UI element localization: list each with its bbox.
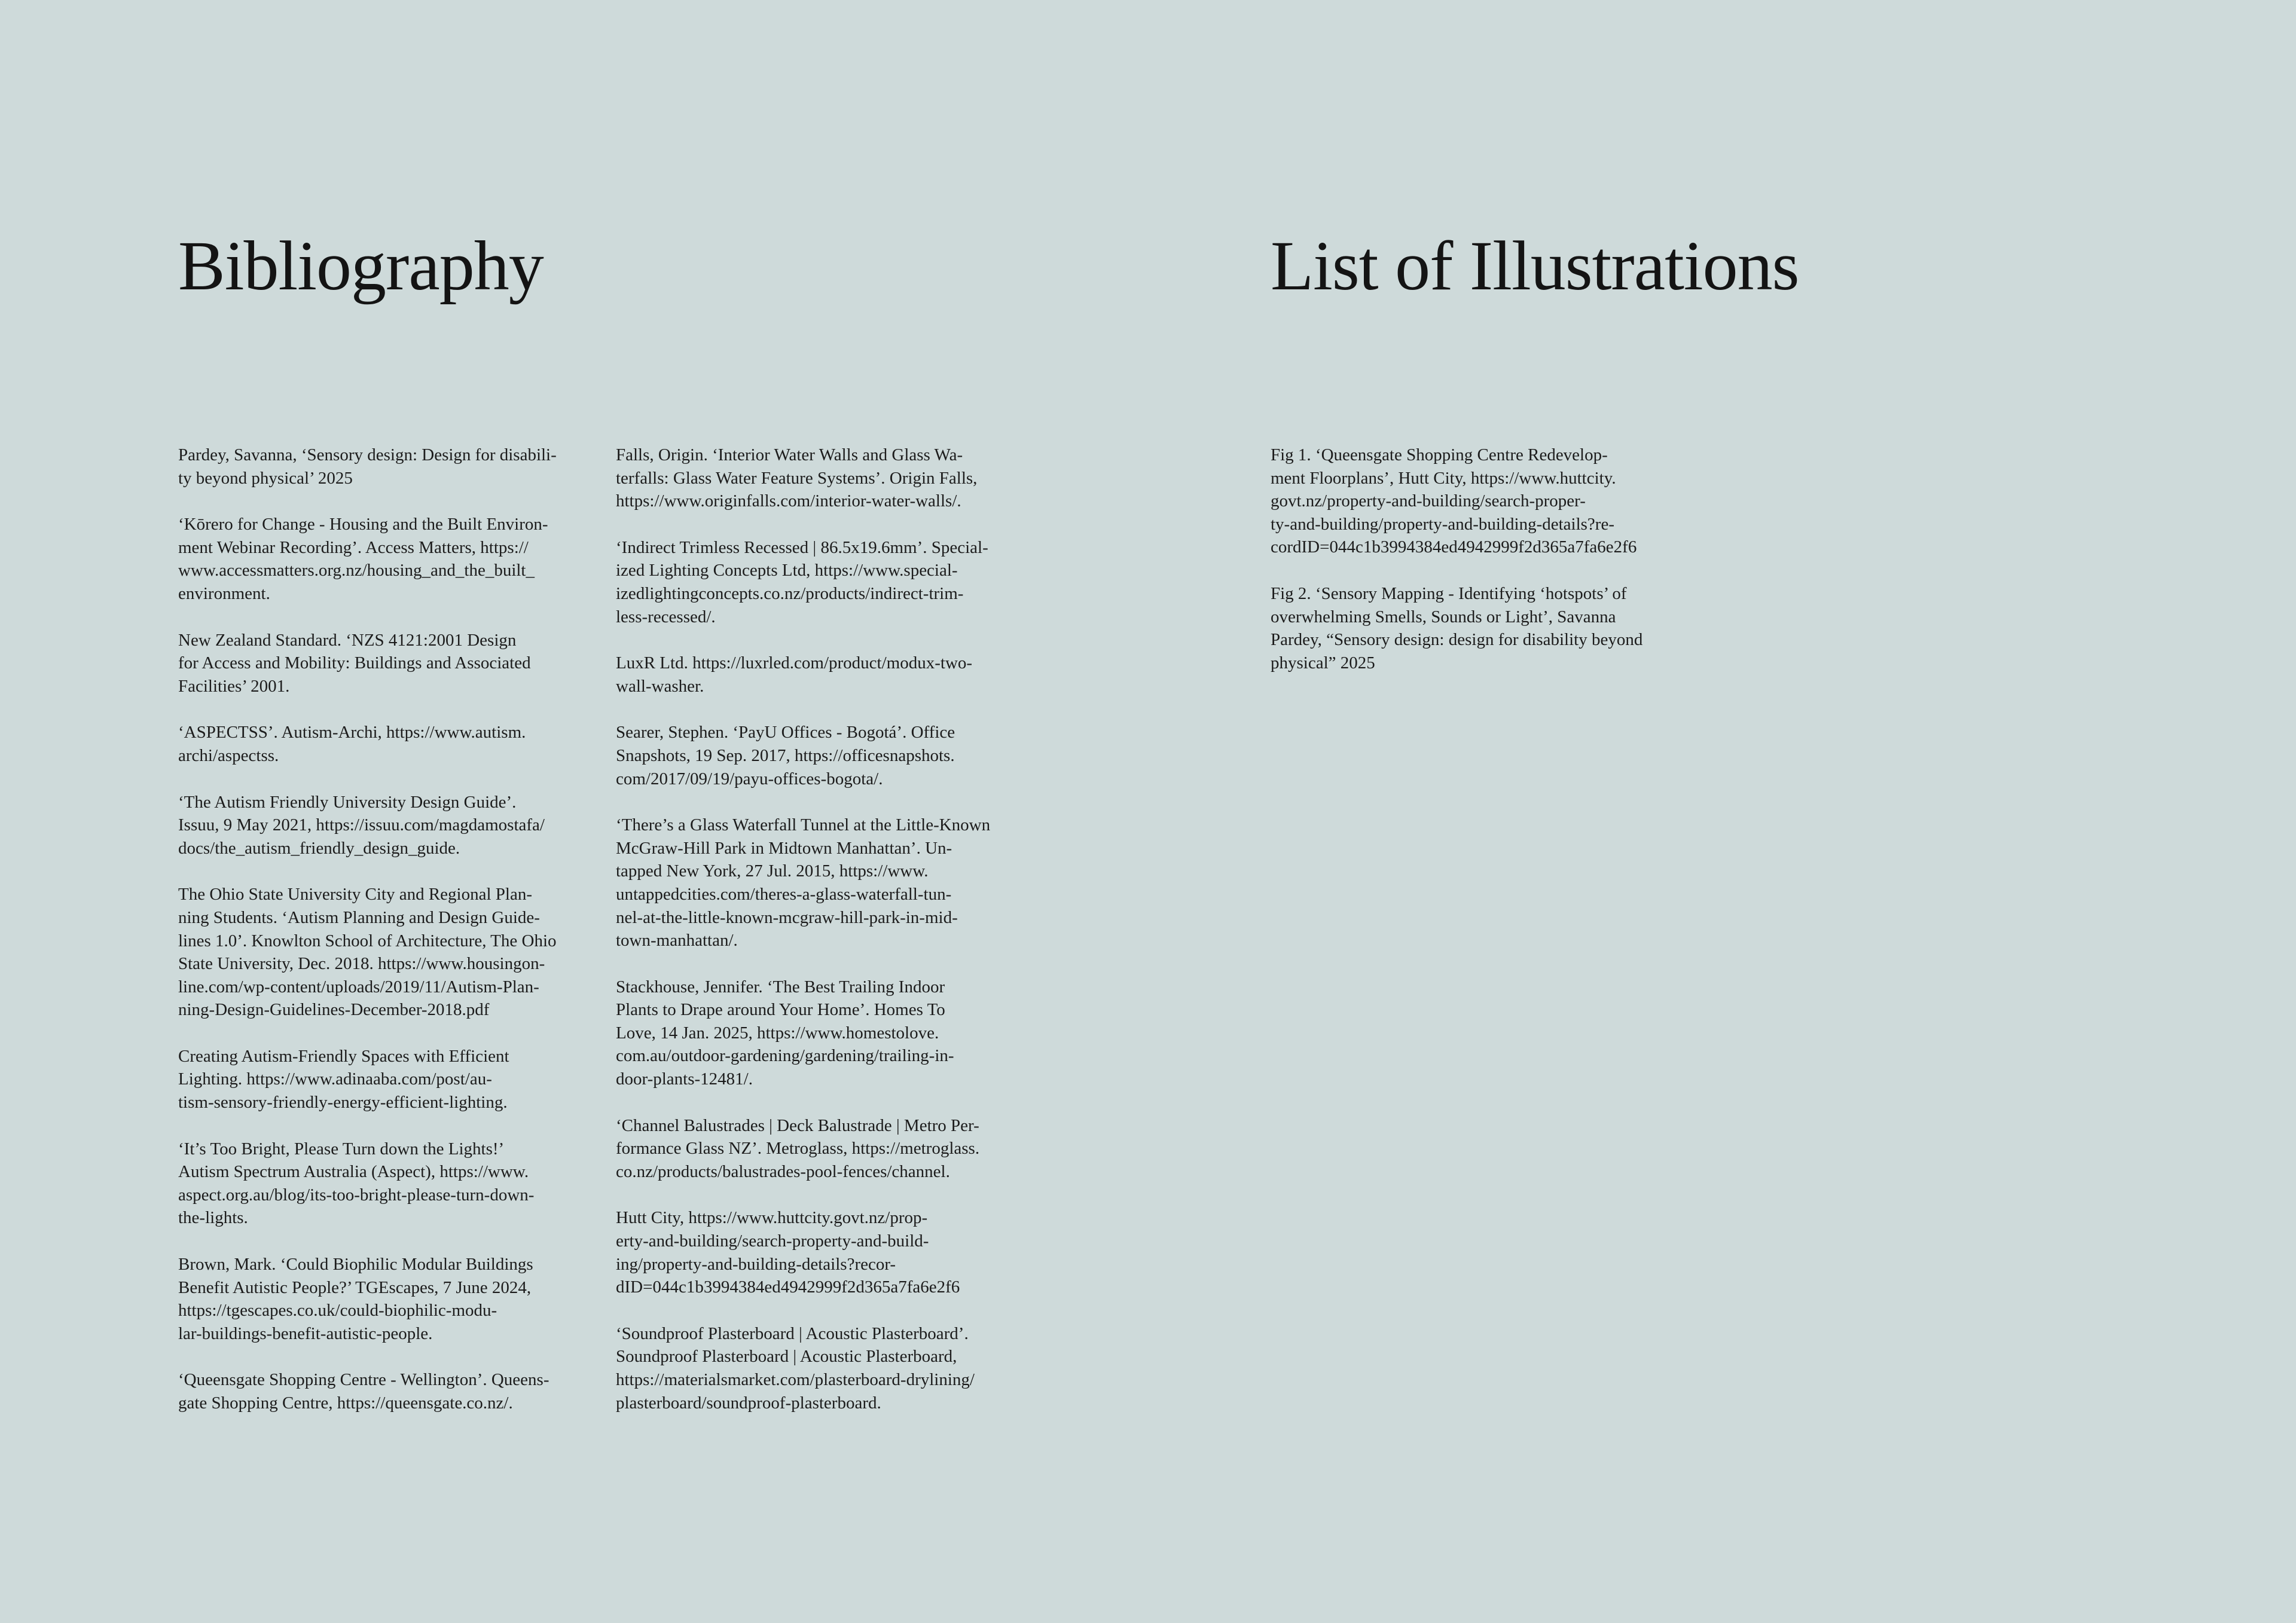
entry-line: https://materialsmarket.com/plasterboard-drylining/ [616,1370,975,1389]
bibliography-entry [178,444,591,490]
entry-line: nel-at-the-little-known-mcgraw-hill-park-in-mid- [616,907,958,927]
illustration-entry [1271,444,1689,559]
entry-line: environment. [178,583,270,603]
entry-line: ized Lighting Concepts Ltd, https://www.special- [616,561,958,580]
entry-line: McGraw-Hill Park in Midtown Manhattan’. Un- [616,838,952,858]
bibliography-entry [178,513,591,605]
bibliography-entry [178,629,591,698]
entry-line: Lighting. https://www.adinaaba.com/post/au- [178,1069,492,1089]
illustrations-list [1271,444,1689,698]
entry-line: ‘There’s a Glass Waterfall Tunnel at the Little-Known [616,815,991,835]
entry-line: lar-buildings-benefit-autistic-people. [178,1324,433,1343]
bibliography-entry [178,721,591,767]
entry-line: New Zealand Standard. ‘NZS 4121:2001 Design [178,630,517,650]
entry-line: the-lights. [178,1208,248,1228]
entry-line: Pardey, Savanna, ‘Sensory design: Design for disabili- [178,445,557,464]
entry-line: Fig 2. ‘Sensory Mapping - Identifying ‘hotspots’ of [1271,583,1627,603]
bibliography-column-2 [616,444,1034,1438]
bibliography-entry [616,976,1034,1091]
entry-line: formance Glass NZ’. Metroglass, https://metroglass. [616,1139,980,1159]
bibliography-entry [616,652,1034,698]
entry-line: Pardey, “Sensory design: design for disability beyond [1271,630,1643,650]
entry-line: co.nz/products/balustrades-pool-fences/channel. [616,1162,950,1181]
entry-line: door-plants-12481/. [616,1069,753,1089]
bibliography-entry [616,814,1034,952]
entry-line: ‘It’s Too Bright, Please Turn down the Lights!’ [178,1139,505,1159]
entry-line: ‘Soundproof Plasterboard | Acoustic Plasterboard’. [616,1324,969,1343]
entry-line: com/2017/09/19/payu-offices-bogota/. [616,769,883,788]
entry-line: ment Floorplans’, Hutt City, https://www.huttcity. [1271,468,1616,488]
entry-line: Soundproof Plasterboard | Acoustic Plasterboard, [616,1347,957,1367]
entry-line: The Ohio State University City and Regional Plan- [178,885,532,904]
bibliography-column-1 [178,444,591,1438]
entry-line: for Access and Mobility: Buildings and Associated [178,653,531,673]
bibliography-entry [616,721,1034,790]
entry-line: Snapshots, 19 Sep. 2017, https://officesnapshots. [616,745,955,765]
entry-line: Facilities’ 2001. [178,676,290,696]
entry-line: Benefit Autistic People?’ TGEscapes, 7 June 2024, [178,1277,532,1297]
bibliography-entry [178,1138,591,1230]
entry-line: ty beyond physical’ 2025 [178,468,353,488]
entry-line: erty-and-building/search-property-and-build- [616,1231,929,1251]
entry-line: aspect.org.au/blog/its-too-bright-please-turn-down- [178,1185,535,1205]
entry-line: ‘Indirect Trimless Recessed | 86.5x19.6mm’. Special- [616,537,988,557]
entry-line: Plants to Drape around Your Home’. Homes To [616,1000,945,1020]
entry-line: ning-Design-Guidelines-December-2018.pdf [178,1000,490,1020]
bibliography-entry [178,1045,591,1114]
entry-line: tapped New York, 27 Jul. 2015, https://www. [616,861,929,881]
entry-line: ty-and-building/property-and-building-details?re- [1271,514,1614,534]
entry-line: overwhelming Smells, Sounds or Light’, Savanna [1271,607,1616,626]
bibliography-entry [178,1253,591,1345]
entry-line: govt.nz/property-and-building/search-proper- [1271,491,1586,511]
entry-line: Hutt City, https://www.huttcity.govt.nz/prop- [616,1208,928,1228]
entry-line: physical” 2025 [1271,653,1375,673]
entry-line: cordID=044c1b3994384ed4942999f2d365a7fa6e2f6 [1271,537,1637,557]
bibliography-entry [616,444,1034,513]
entry-line: ‘Queensgate Shopping Centre - Wellington’. Queens- [178,1370,549,1390]
entry-line: Creating Autism-Friendly Spaces with Efficient [178,1046,509,1066]
entry-line: lines 1.0’. Knowlton School of Architecture, The Ohio [178,931,557,950]
entry-line: terfalls: Glass Water Feature Systems’. Origin Falls, [616,468,978,488]
entry-line: Issuu, 9 May 2021, https://issuu.com/magdamostafa/ [178,815,545,835]
entry-line: line.com/wp-content/uploads/2019/11/Autism-Plan- [178,977,539,997]
entry-line: ing/property-and-building-details?recor- [616,1254,896,1274]
entry-line: untappedcities.com/theres-a-glass-waterfall-tun- [616,884,952,904]
entry-line: ‘Channel Balustrades | Deck Balustrade | Metro Per- [616,1115,979,1135]
entry-line: tism-sensory-friendly-energy-efficient-lighting. [178,1093,508,1112]
entry-line: Searer, Stephen. ‘PayU Offices - Bogotá’. Office [616,723,955,742]
entry-line: ‘The Autism Friendly University Design Guide’. [178,792,517,812]
entry-line: Fig 1. ‘Queensgate Shopping Centre Redevelop- [1271,445,1608,464]
entry-line: www.accessmatters.org.nz/housing_and_the_built_ [178,561,535,580]
entry-line: State University, Dec. 2018. https://www.housingon- [178,954,545,974]
illustrations-title: List of Illustrations [1271,227,1799,305]
entry-line: wall-washer. [616,676,704,696]
entry-line: ment Webinar Recording’. Access Matters, https:// [178,537,529,557]
bibliography-entry [616,1114,1034,1184]
bibliography-entry [178,791,591,860]
entry-line: Stackhouse, Jennifer. ‘The Best Trailing Indoor [616,977,945,997]
entry-line: LuxR Ltd. https://luxrled.com/product/modux-two- [616,653,973,673]
entry-line: Falls, Origin. ‘Interior Water Walls and Glass Wa- [616,445,963,464]
entry-line: Autism Spectrum Australia (Aspect), https://www. [178,1162,529,1182]
entry-line: plasterboard/soundproof-plasterboard. [616,1393,881,1413]
entry-line: com.au/outdoor-gardening/gardening/trailing-in- [616,1046,954,1066]
entry-line: izedlightingconcepts.co.nz/products/indirect-trim- [616,583,964,603]
entry-line: less-recessed/. [616,607,716,626]
entry-line: Love, 14 Jan. 2025, https://www.homestolove. [616,1023,939,1043]
bibliography-entry [616,1206,1034,1298]
bibliography-entry [178,883,591,1022]
entry-line: town-manhattan/. [616,931,738,950]
entry-line: archi/aspectss. [178,745,279,765]
bibliography-entry [616,1322,1034,1414]
bibliography-entry [178,1368,591,1414]
entry-line: dID=044c1b3994384ed4942999f2d365a7fa6e2f6 [616,1277,960,1297]
entry-line: gate Shopping Centre, https://queensgate.co.nz/. [178,1393,513,1413]
entry-line: ning Students. ‘Autism Planning and Design Guide- [178,907,540,927]
entry-line: Brown, Mark. ‘Could Biophilic Modular Buildings [178,1255,533,1274]
illustration-entry [1271,582,1689,674]
entry-line: ‘Kōrero for Change - Housing and the Built Environ- [178,515,548,534]
bibliography-title: Bibliography [178,227,544,305]
entry-line: ‘ASPECTSS’. Autism-Archi, https://www.autism. [178,723,526,742]
bibliography-entry [616,536,1034,628]
entry-line: docs/the_autism_friendly_design_guide. [178,838,460,858]
entry-line: https://www.originfalls.com/interior-water-walls/. [616,491,961,511]
entry-line: https://tgescapes.co.uk/could-biophilic-modu- [178,1301,497,1321]
